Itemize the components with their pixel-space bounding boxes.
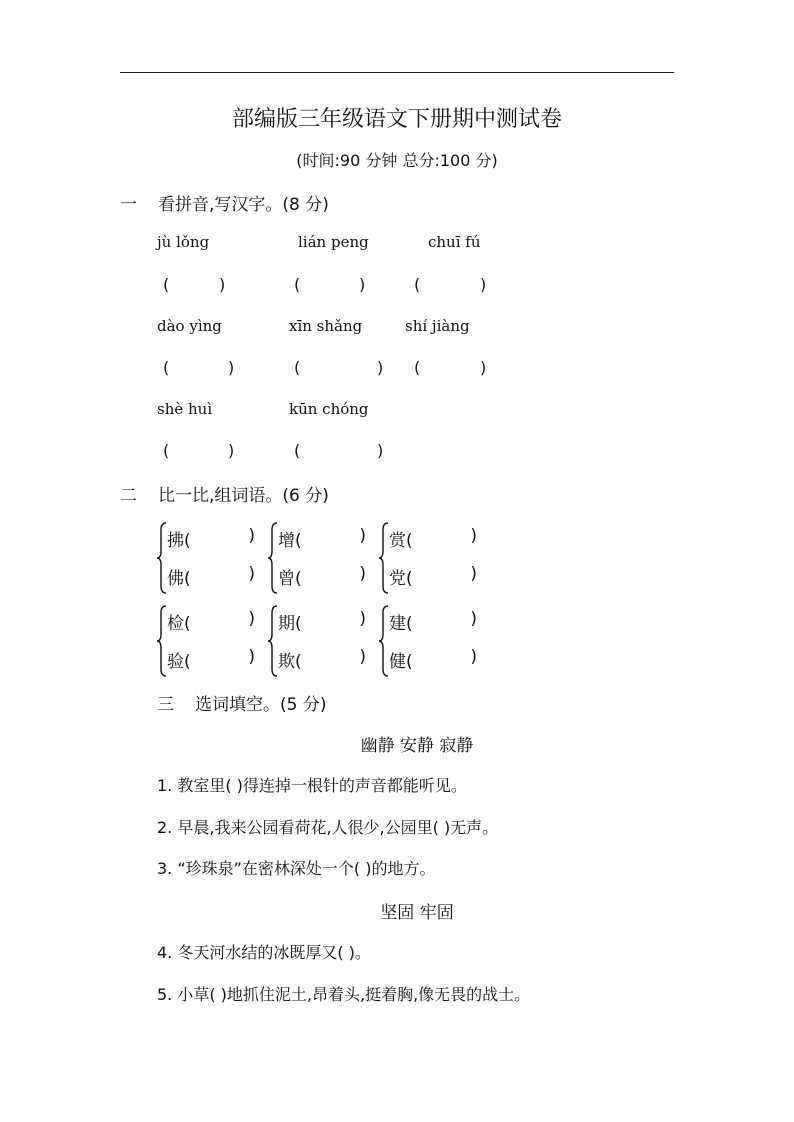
compare-item[interactable]: 期( ) bbox=[278, 609, 366, 634]
compare-item[interactable]: 检( ) bbox=[167, 609, 255, 634]
answer-blank-close: ) bbox=[228, 358, 235, 377]
pinyin-item: shí jiàng bbox=[405, 317, 470, 335]
answer-blank[interactable]: ( bbox=[163, 358, 170, 377]
answer-blank-close: ) bbox=[377, 441, 384, 460]
compare-item[interactable]: 健( ) bbox=[389, 647, 477, 672]
answer-blank[interactable]: ( bbox=[294, 358, 301, 377]
question-item[interactable]: 3. “珍珠泉”在密林深处一个( )的地方。 bbox=[157, 859, 436, 878]
pinyin-item: jù lǒng bbox=[157, 233, 210, 251]
top-rule bbox=[120, 72, 674, 73]
answer-blank-close: ) bbox=[228, 441, 235, 460]
page-title: 部编版三年级语文下册期中测试卷 bbox=[231, 107, 562, 132]
compare-item[interactable]: 验( ) bbox=[167, 647, 255, 672]
brace-icon bbox=[268, 605, 278, 677]
compare-item[interactable]: 增( ) bbox=[278, 526, 366, 551]
pinyin-item: lián peng bbox=[298, 233, 369, 251]
answer-blank[interactable]: ( bbox=[414, 275, 421, 294]
section-1-number: 一 bbox=[120, 195, 137, 215]
compare-item[interactable]: 欺( ) bbox=[278, 647, 366, 672]
brace-icon bbox=[379, 522, 389, 594]
answer-blank-close: ) bbox=[219, 275, 226, 294]
answer-blank-close: ) bbox=[359, 275, 366, 294]
answer-blank[interactable]: ( bbox=[163, 441, 170, 460]
pinyin-item: chuī fú bbox=[428, 233, 481, 251]
page-subtitle: (时间:90 分钟 总分:100 分) bbox=[296, 151, 498, 170]
compare-group bbox=[268, 520, 376, 596]
compare-item[interactable]: 建( ) bbox=[389, 609, 477, 634]
question-item[interactable]: 2. 早晨,我来公园看荷花,人很少,公园里( )无声。 bbox=[157, 818, 499, 837]
compare-group bbox=[157, 520, 265, 596]
brace-icon bbox=[379, 605, 389, 677]
answer-blank-close: ) bbox=[480, 275, 487, 294]
compare-item[interactable]: 党( ) bbox=[389, 564, 477, 589]
section-3-heading bbox=[157, 690, 326, 715]
section-3-number: 三 bbox=[157, 695, 174, 715]
question-item[interactable]: 4. 冬天河水结的冰既厚又( )。 bbox=[157, 943, 371, 962]
compare-item[interactable]: 拂( ) bbox=[167, 526, 255, 551]
section-1-heading bbox=[120, 190, 329, 215]
pinyin-item: dào yìng bbox=[157, 317, 222, 335]
brace-icon bbox=[157, 522, 167, 594]
compare-group bbox=[157, 603, 265, 679]
section-2-number: 二 bbox=[120, 486, 137, 506]
word-choices-1: 幽静 安静 寂静 bbox=[360, 736, 474, 756]
answer-blank[interactable]: ( bbox=[294, 441, 301, 460]
pinyin-item: kūn chóng bbox=[289, 400, 369, 418]
compare-item[interactable]: 曾( ) bbox=[278, 564, 366, 589]
compare-group bbox=[379, 520, 487, 596]
answer-blank[interactable]: ( bbox=[294, 275, 301, 294]
question-item[interactable]: 1. 教室里( )得连掉一根针的声音都能听见。 bbox=[157, 776, 467, 795]
brace-icon bbox=[157, 605, 167, 677]
section-1-text: 看拼音,写汉字。(8 分) bbox=[158, 195, 329, 215]
compare-item[interactable]: 佛( ) bbox=[167, 564, 255, 589]
word-choices-2: 坚固 牢固 bbox=[380, 903, 454, 923]
compare-group bbox=[379, 603, 487, 679]
answer-blank-close: ) bbox=[377, 358, 384, 377]
compare-item[interactable]: 赏( ) bbox=[389, 526, 477, 551]
answer-blank[interactable]: ( bbox=[414, 358, 421, 377]
compare-group bbox=[268, 603, 376, 679]
pinyin-item: xīn shǎng bbox=[289, 317, 363, 335]
question-item[interactable]: 5. 小草( )地抓住泥土,昂着头,挺着胸,像无畏的战士。 bbox=[157, 985, 531, 1004]
pinyin-item: shè huì bbox=[157, 400, 213, 418]
section-3-text: 选词填空。(5 分) bbox=[195, 695, 327, 715]
section-2-text: 比一比,组词语。(6 分) bbox=[158, 486, 329, 506]
brace-icon bbox=[268, 522, 278, 594]
answer-blank-close: ) bbox=[480, 358, 487, 377]
answer-blank[interactable]: ( bbox=[163, 275, 170, 294]
section-2-heading bbox=[120, 481, 329, 506]
